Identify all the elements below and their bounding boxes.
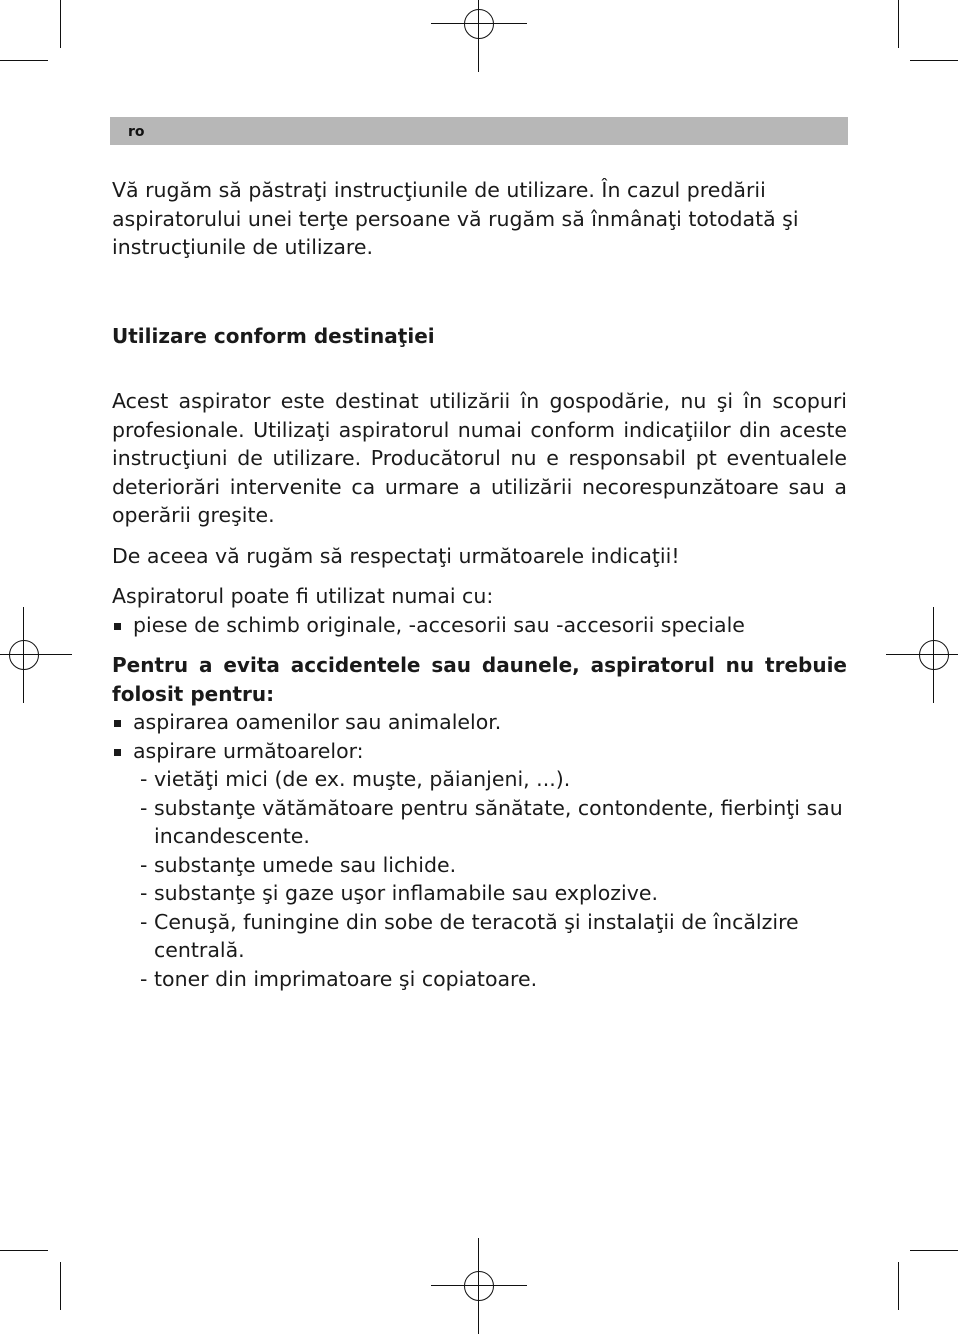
list-item: piese de schimb originale, -accesorii sau -accesorii speciale xyxy=(112,611,847,640)
intro-paragraph: Vă rugăm să păstraţi instrucţiunile de utilizare. În cazul predării aspiratorului unei terţe persoane vă rugăm să înmânaţi totodată şi instrucţiunile de utilizare. xyxy=(112,178,799,259)
list-item: - substanţe şi gaze uşor inflamabile sau explozive. xyxy=(140,879,847,908)
list-item: - toner din imprimatoare şi copiatoare. xyxy=(140,965,847,994)
registration-mark-left xyxy=(0,607,72,703)
registration-mark-bottom xyxy=(431,1238,527,1334)
crop-mark xyxy=(898,1262,899,1310)
registration-mark-top xyxy=(431,0,527,72)
crop-mark xyxy=(60,0,61,48)
usage-list xyxy=(112,611,847,640)
forbidden-substances-list xyxy=(112,765,847,993)
respect-notice: De aceea vă rugăm să respectaţi următoarele indicaţii! xyxy=(112,543,680,568)
language-bar xyxy=(110,117,848,145)
registration-mark-right xyxy=(886,607,958,703)
warning-heading: Pentru a evita accidentele sau daunele, aspiratorul nu trebuie folosit pentru: xyxy=(112,653,847,706)
manual-page-content xyxy=(112,176,847,993)
crop-mark xyxy=(910,60,958,61)
list-item: - substanţe vătămătoare pentru sănătate, contondente, fierbinţi sau incandescente. xyxy=(140,794,847,851)
crop-mark xyxy=(0,60,48,61)
list-item: - substanţe umede sau lichide. xyxy=(140,851,847,880)
crop-mark xyxy=(898,0,899,48)
list-item: aspirare următoarelor: xyxy=(112,737,847,766)
list-item: aspirarea oamenilor sau animalelor. xyxy=(112,708,847,737)
warning-list xyxy=(112,708,847,765)
language-tag: ro xyxy=(128,124,145,140)
intended-use-paragraph: Acest aspirator este destinat utilizării în gospodărie, nu şi în scopuri profesionale. Utilizaţi aspiratorul numai conform indicaţiilor din aceste instrucţiuni de utilizare. Producătorul nu e responsabil pt eventualele deteriorări intervenite ca urmare a utilizării necorespunzătoare sau a operării greşite. xyxy=(112,389,847,527)
crop-mark xyxy=(0,1250,48,1251)
usage-intro: Aspiratorul poate fi utilizat numai cu: xyxy=(112,584,494,608)
crop-mark xyxy=(60,1262,61,1310)
list-item: - Cenuşă, funingine din sobe de teracotă şi instalaţii de încălzire centrală. xyxy=(140,908,847,965)
list-item: - vietăţi mici (de ex. muşte, păianjeni, ...). xyxy=(140,765,847,794)
section-heading: Utilizare conform destinaţiei xyxy=(112,323,435,348)
crop-mark xyxy=(910,1250,958,1251)
